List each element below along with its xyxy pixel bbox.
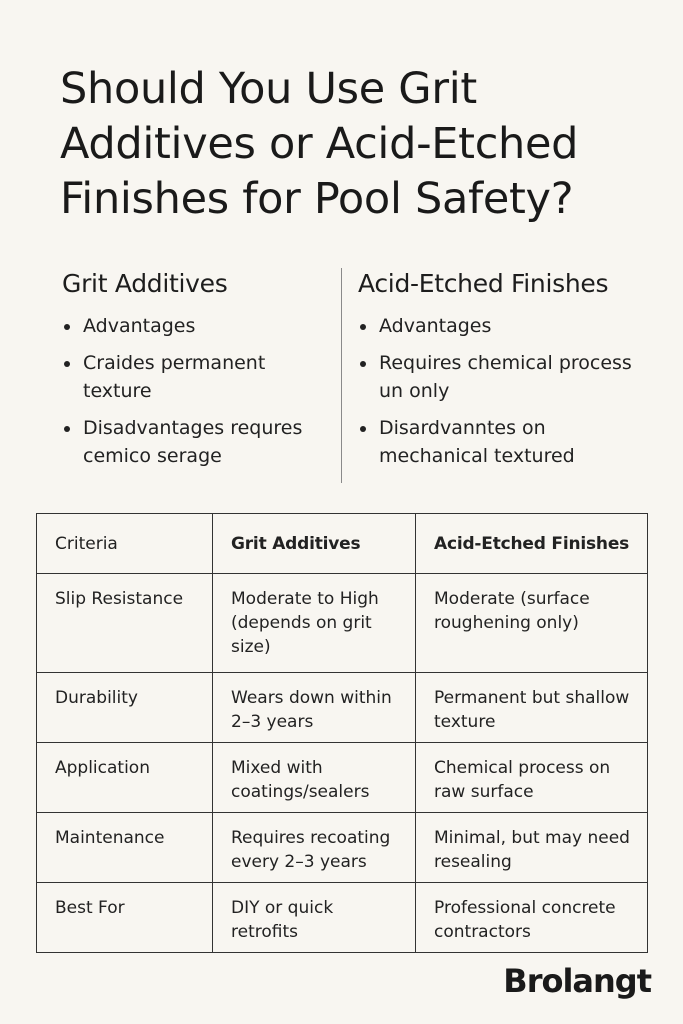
acid-etched-list (358, 312, 658, 470)
acid-etched-heading: Acid-Etched Finishes (358, 269, 609, 298)
column-divider (341, 268, 342, 483)
list-item: Advantages (62, 312, 332, 340)
list-item: Disardvanntes on mechanical textured (358, 414, 658, 470)
table-row (37, 673, 648, 743)
table-cell: Requires recoating every 2–3 years (213, 813, 416, 883)
brand-logo: Brolangt (503, 962, 651, 1000)
table-cell: Best For (37, 883, 213, 953)
table-row (37, 883, 648, 953)
table-cell: Moderate (surface roughening only) (416, 574, 648, 673)
header-acid-etched: Acid-Etched Finishes (416, 514, 648, 574)
header-criteria: Criteria (37, 514, 213, 574)
table-cell: Application (37, 743, 213, 813)
grit-additives-list (62, 312, 332, 470)
table-cell: DIY or quick retrofits (213, 883, 416, 953)
table-cell: Durability (37, 673, 213, 743)
table-row (37, 743, 648, 813)
table-cell: Mixed with coatings/sealers (213, 743, 416, 813)
list-item: Craides permanent texture (62, 349, 332, 405)
table-cell: Maintenance (37, 813, 213, 883)
table-cell: Minimal, but may need resealing (416, 813, 648, 883)
header-grit-additives: Grit Additives (213, 514, 416, 574)
table-cell: Wears down within 2–3 years (213, 673, 416, 743)
page-title: Should You Use Grit Additives or Acid-Etched Finishes for Pool Safety? (60, 64, 579, 224)
comparison-table (36, 513, 648, 953)
table-cell: Moderate to High (depends on grit size) (213, 574, 416, 673)
grit-additives-summary (62, 268, 332, 479)
table-cell: Slip Resistance (37, 574, 213, 673)
table-row (37, 813, 648, 883)
table-header-row (37, 514, 648, 574)
table-cell: Professional concrete contractors (416, 883, 648, 953)
grit-additives-heading: Grit Additives (62, 269, 228, 298)
table-row (37, 574, 648, 673)
list-item: Advantages (358, 312, 658, 340)
table-cell: Chemical process on raw surface (416, 743, 648, 813)
acid-etched-summary (358, 268, 658, 479)
list-item: Disadvantages requres cemico serage (62, 414, 332, 470)
table-cell: Permanent but shallow texture (416, 673, 648, 743)
list-item: Requires chemical process un only (358, 349, 658, 405)
